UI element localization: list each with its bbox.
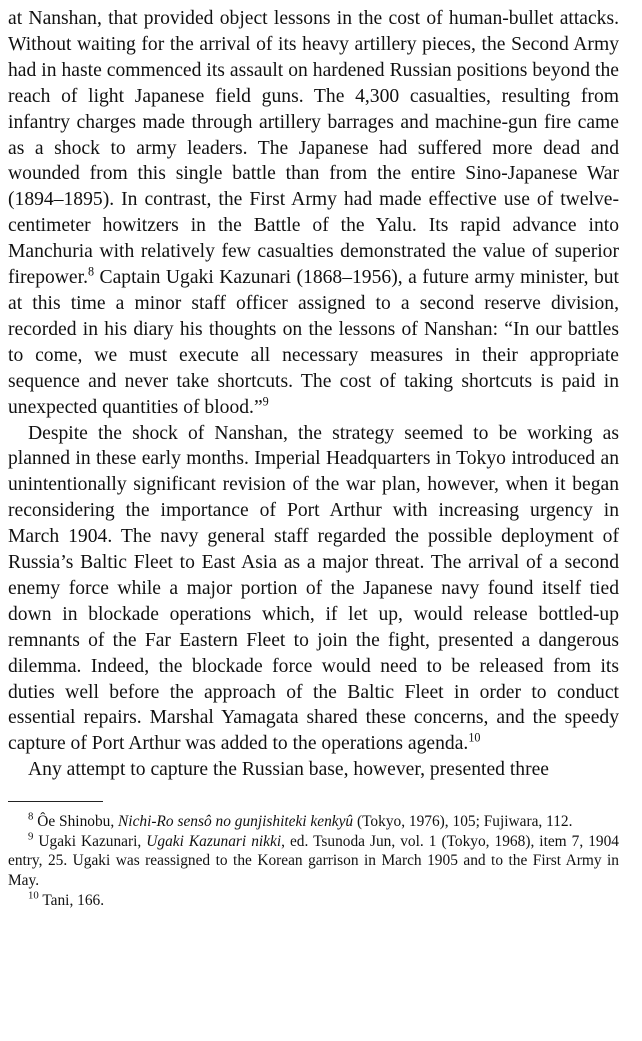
footnote-number: 9 bbox=[28, 830, 34, 843]
footnote-text: Tani, 166. bbox=[38, 891, 105, 909]
book-page bbox=[8, 6, 619, 910]
footnote-10 bbox=[8, 888, 619, 911]
footnote-book-title: Nichi-Ro sensô no gunjishiteki kenkyû bbox=[118, 813, 354, 831]
paragraph-2 bbox=[8, 421, 619, 758]
footnote-text: , ed. Tsunoda Jun, vol. 1 (Tokyo, 1968), item 7, 1904 entry, 25. Ugaki was reassigned to the Korean garrison in March 1905 and to the First Army in May. bbox=[8, 832, 619, 889]
footnote-9 bbox=[8, 832, 619, 891]
paragraph-3 bbox=[8, 757, 619, 783]
paragraph-text: Despite the shock of Nanshan, the strategy seemed to be working as planned in these early months. Imperial Headquarters in Tokyo introduced an unintentionally significant revision of the war plan, however, when it began reconsidering the importance of Port Arthur with increasing urgency in March 1904. The navy general staff regarded the possible deployment of Russia’s Baltic Fleet to East Asia as a major threat. The arrival of a second enemy force while a major portion of the Japanese navy found itself tied down in blockade operations which, if let up, would release bottled-up remnants of the Far Eastern Fleet to join the fight, presented a dangerous dilemma. Indeed, the blockade force would need to be released from its duties well before the approach of the Baltic Fleet in order to conduct essential repairs. Marshal Yamagata shared these concerns, and the speedy capture of Port Arthur was added to the operations agenda. bbox=[8, 422, 619, 755]
paragraph-1 bbox=[8, 6, 619, 421]
footnote-text: Ôe Shinobu, bbox=[33, 813, 119, 831]
footnotes bbox=[8, 812, 619, 910]
footnote-divider bbox=[8, 801, 103, 802]
footnote-ref: 10 bbox=[468, 730, 481, 745]
paragraph-text: at Nanshan, that provided object lessons in the cost of human-bullet attacks. Without waiting for the arrival of its heavy artillery pieces, the Second Army had in haste commenced its assault on hardened Russian positions beyond the reach of light Japanese field guns. The 4,300 casualties, resulting from infantry charges made through artillery barrages and machine-gun fire came as a shock to army leaders. The Japanese had suffered more dead and wounded from this single battle than from the entire Sino-Japanese War (1894–1895). In contrast, the First Army had made effective use of twelve-centimeter howitzers in the Battle of the Yalu. Its rapid advance into Manchuria with relatively few casualties demonstrated the value of superior firepower. bbox=[8, 8, 619, 289]
footnote-number: 8 bbox=[28, 810, 34, 823]
main-text bbox=[8, 6, 619, 783]
footnote-text: Ugaki Kazunari, bbox=[33, 832, 147, 850]
footnote-book-title: Ugaki Kazunari nikki bbox=[146, 832, 282, 850]
paragraph-text: Captain Ugaki Kazunari (1868–1956), a future army minister, but at this time a minor staff officer assigned to a second reserve division, recorded in his diary his thoughts on the lessons of Nanshan: “In our battles to come, we must execute all necessary measures in their appropriate sequence and never take shortcuts. The cost of taking shortcuts is paid in unexpected quantities of blood.” bbox=[8, 267, 619, 418]
footnote-8 bbox=[8, 812, 619, 832]
footnote-ref: 9 bbox=[262, 394, 269, 409]
footnote-text: (Tokyo, 1976), 105; Fujiwara, 112. bbox=[353, 813, 573, 831]
footnote-number: 10 bbox=[28, 888, 39, 901]
footnote-ref: 8 bbox=[87, 264, 95, 279]
paragraph-text: Any attempt to capture the Russian base, however, presented three bbox=[28, 759, 549, 781]
